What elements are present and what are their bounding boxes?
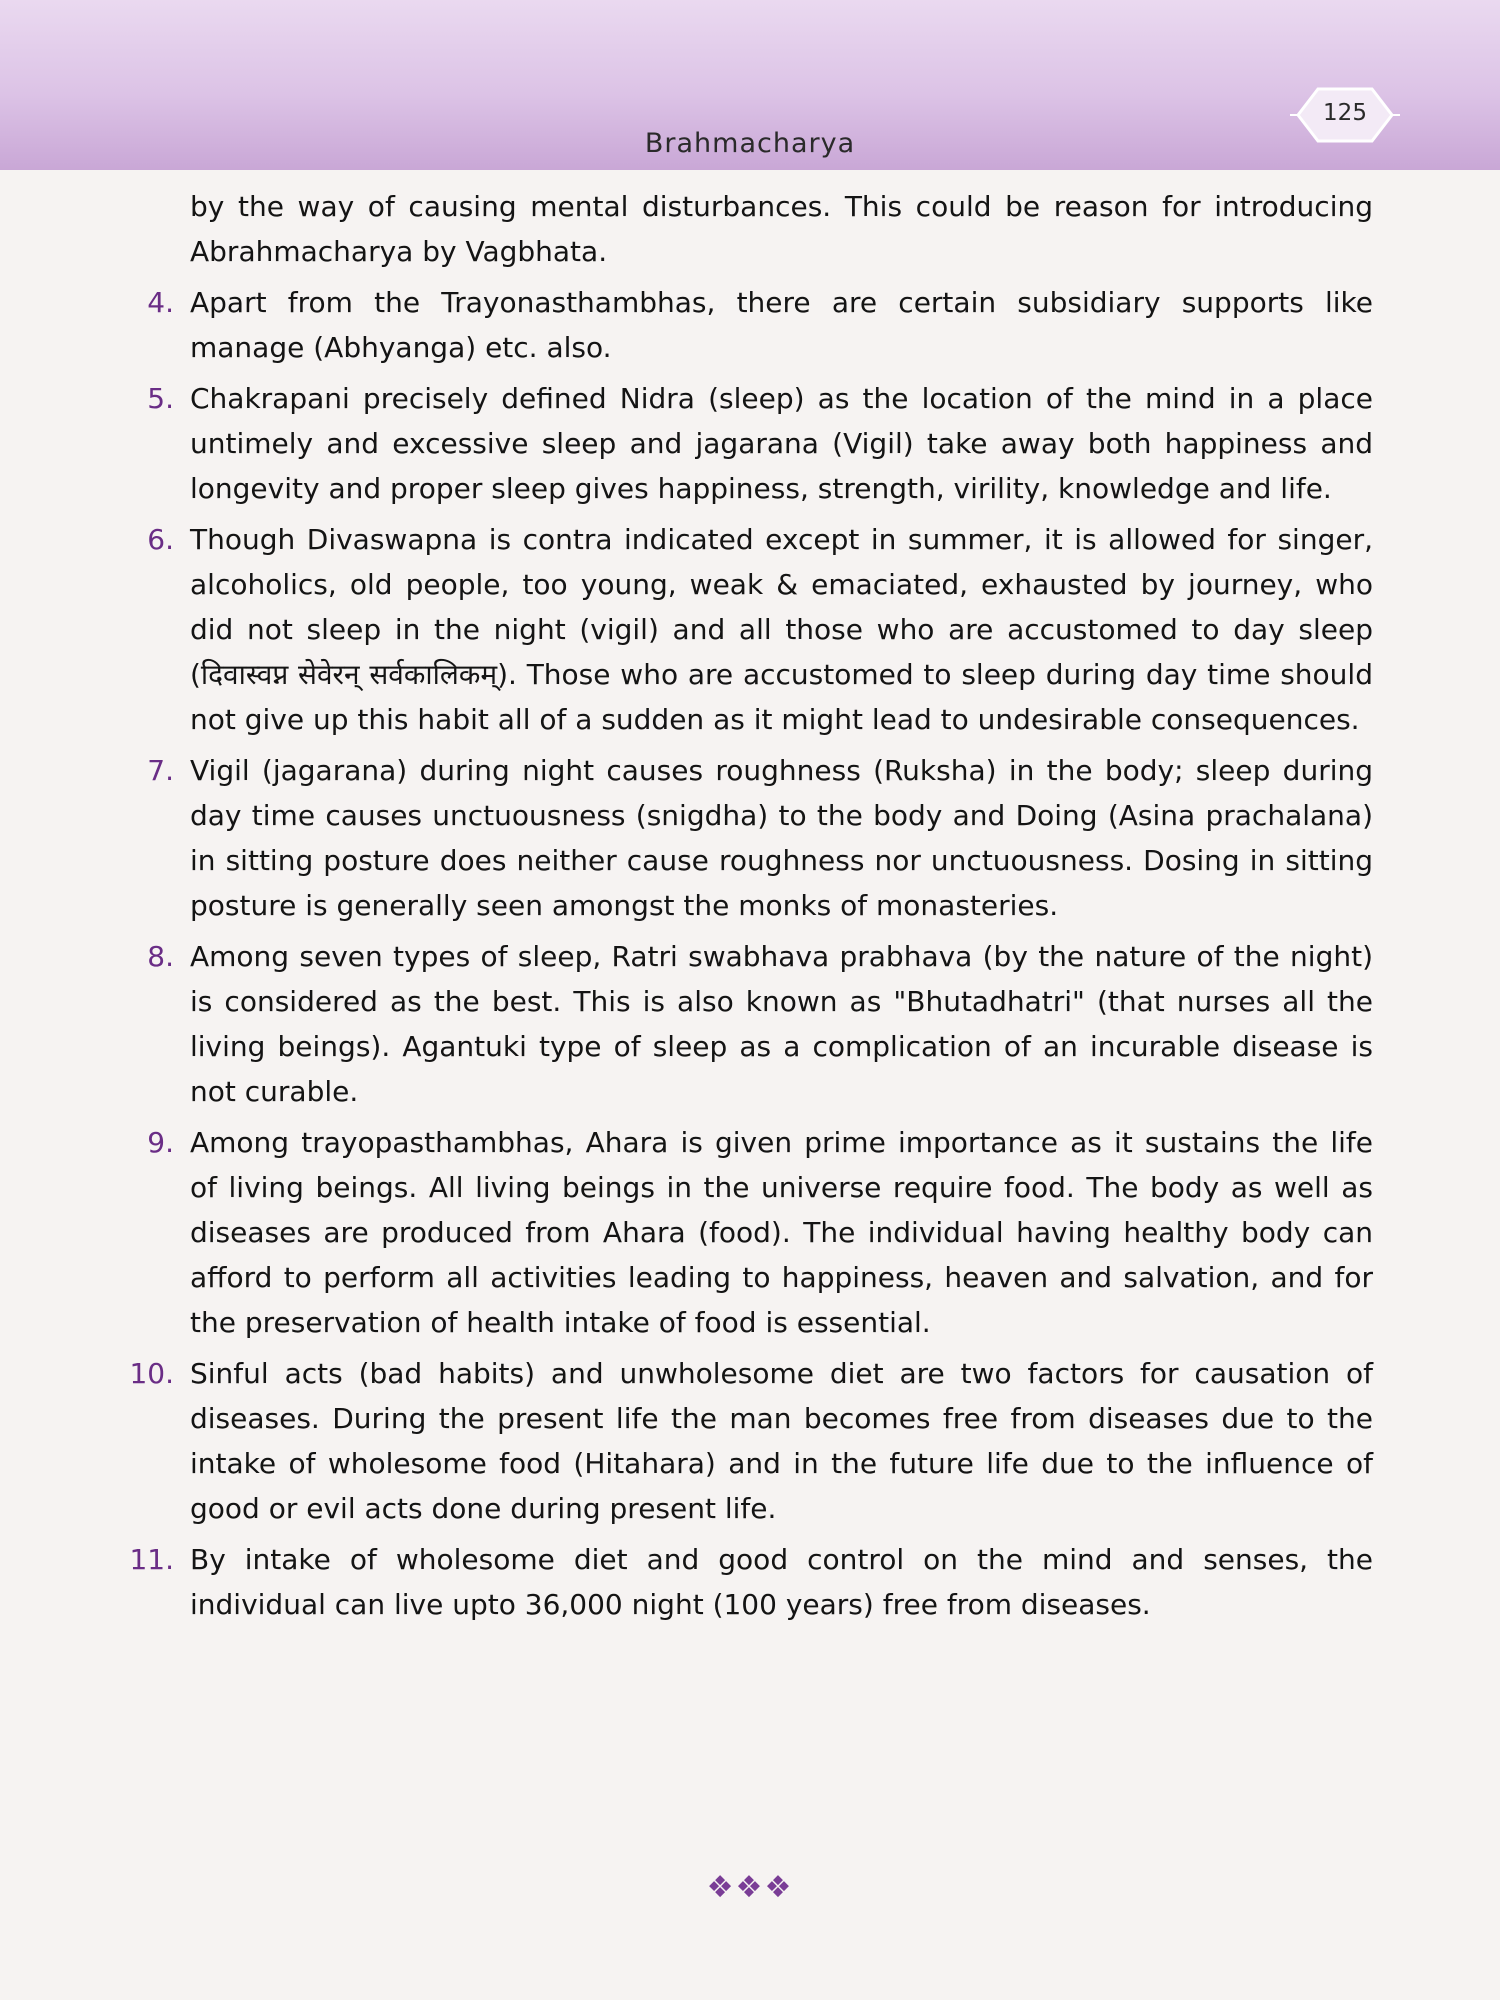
page-body (128, 184, 1373, 1633)
list-item (128, 748, 1373, 928)
end-ornament: ❖❖❖ (706, 1870, 794, 1905)
item-number: 11. (129, 1543, 174, 1576)
item-text: Though Divaswapna is contra indicated except in summer, it is allowed for singer, alcoholics, old people, too young, weak & emaciated, exhausted by journey, who did not sleep in the night (vigil) and all those who are accustomed to day sleep (दिवास्वप्न सेवेरन् सर्वकालिकम्). Those who are accustomed to sleep during day time should not give up this habit all of a sudden as it might lead to undesirable consequences. (190, 523, 1373, 736)
continued-paragraph: by the way of causing mental disturbances. This could be reason for introducing Abrahmacharya by Vagbhata. (190, 190, 1373, 268)
page-number-badge (1290, 86, 1400, 144)
list-item (128, 376, 1373, 511)
list-item (128, 1537, 1373, 1627)
item-text: Among seven types of sleep, Ratri swabhava prabhava (by the nature of the night) is considered as the best. This is also known as "Bhutadhatri" (that nurses all the living beings). Agantuki type of sleep as a complication of an incurable disease is not curable. (190, 940, 1373, 1108)
item-number: 6. (147, 523, 174, 556)
item-text: Chakrapani precisely defined Nidra (sleep) as the location of the mind in a place untimely and excessive sleep and jagarana (Vigil) take away both happiness and longevity and proper sleep gives happiness, strength, virility, knowledge and life. (190, 382, 1373, 505)
item-text: Apart from the Trayonasthambhas, there are certain subsidiary supports like manage (Abhyanga) etc. also. (190, 286, 1373, 364)
item-number: 4. (147, 286, 174, 319)
item-number: 10. (129, 1357, 174, 1390)
list-item (128, 1120, 1373, 1345)
item-text: Vigil (jagarana) during night causes roughness (Ruksha) in the body; sleep during day time causes unctuousness (snigdha) to the body and Doing (Asina prachalana) in sitting posture does neither cause roughness nor unctuousness. Dosing in sitting posture is generally seen amongst the monks of monasteries. (190, 754, 1373, 922)
item-text: Sinful acts (bad habits) and unwholesome diet are two factors for causation of diseases. During the present life the man becomes free from diseases due to the intake of wholesome food (Hitahara) and in the future life due to the influence of good or evil acts done during present life. (190, 1357, 1373, 1525)
item-number: 9. (147, 1126, 174, 1159)
list-item (128, 1351, 1373, 1531)
item-number: 8. (147, 940, 174, 973)
list-item (128, 517, 1373, 742)
list-item (128, 934, 1373, 1114)
item-text: Among trayopasthambhas, Ahara is given prime importance as it sustains the life of living beings. All living beings in the universe require food. The body as well as diseases are produced from Ahara (food). The individual having healthy body can afford to perform all activities leading to happiness, heaven and salvation, and for the preservation of health intake of food is essential. (190, 1126, 1373, 1339)
running-title: Brahmacharya (644, 128, 856, 159)
page-number: 125 (1323, 100, 1367, 126)
list-item (128, 280, 1373, 370)
item-text: By intake of wholesome diet and good control on the mind and senses, the individual can live upto 36,000 night (100 years) free from diseases. (190, 1543, 1373, 1621)
item-number: 7. (147, 754, 174, 787)
item-number: 5. (147, 382, 174, 415)
